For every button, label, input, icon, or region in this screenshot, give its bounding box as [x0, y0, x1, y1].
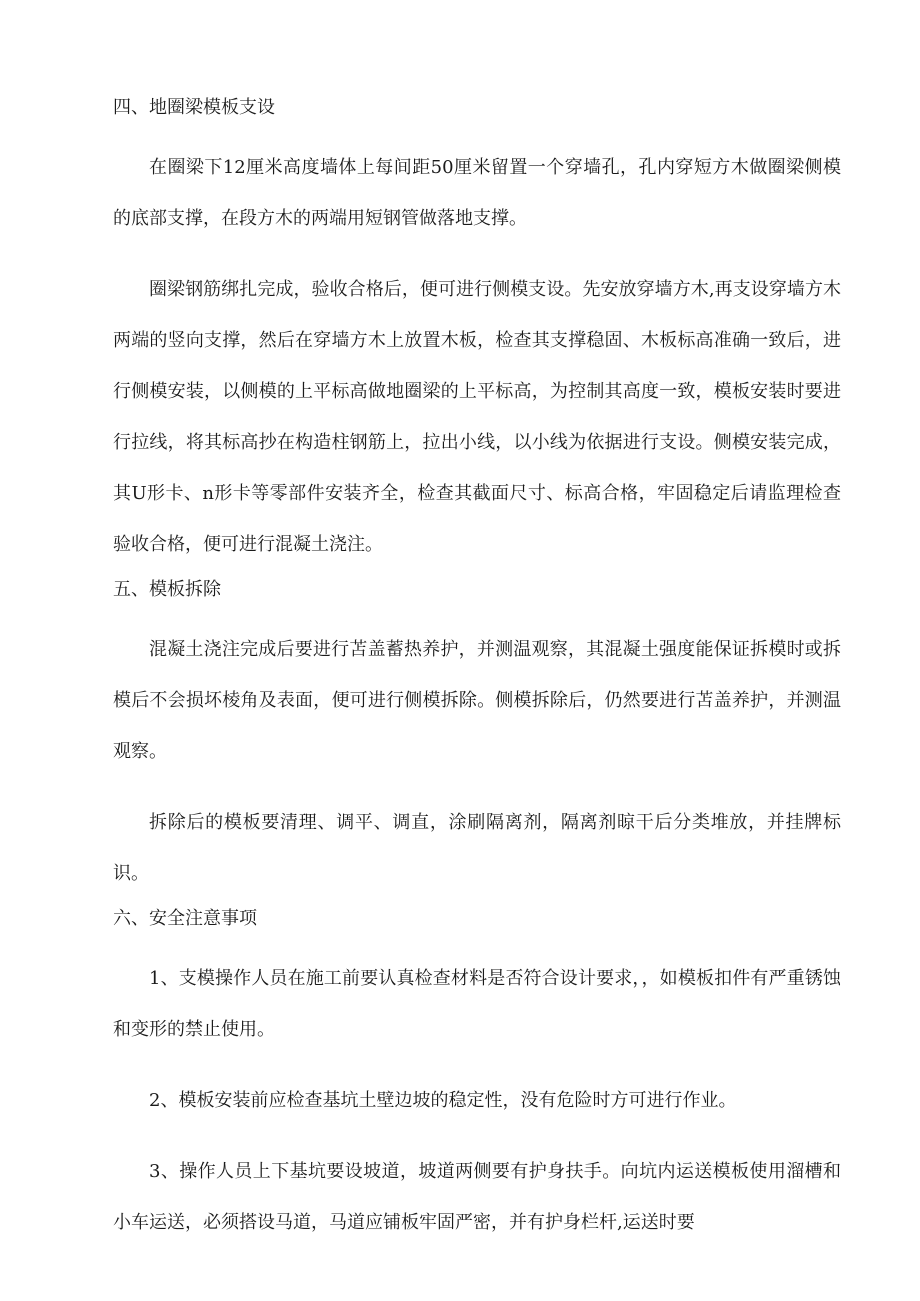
- section-heading-formwork-install: 四、地圈梁模板支设: [113, 97, 275, 118]
- paragraph: 混凝土浇注完成后要进行苫盖蓄热养护，并测温观察，其混凝土强度能保证拆模时或拆模后不会损坏棱角及表面，便可进行侧模拆除。侧模拆除后，仍然要进行苫盖养护，并测温观察。: [113, 639, 841, 762]
- document-body: [113, 88, 841, 1268]
- paragraph: 1、支模操作人员在施工前要认真检查材料是否符合设计要求，，如模板扣件有严重锈蚀和变形的禁止使用。: [113, 968, 841, 1040]
- section-heading-safety-notes: 六、安全注意事项: [113, 908, 257, 929]
- paragraph: 2、模板安装前应检查基坑土壁边坡的稳定性，没有危险时方可进行作业。: [149, 1090, 737, 1111]
- paragraph: 拆除后的模板要清理、调平、调直，涂刷隔离剂，隔离剂晾干后分类堆放，并挂牌标识。: [113, 812, 841, 884]
- section-heading-formwork-removal: 五、模板拆除: [113, 579, 221, 600]
- paragraph: 在圈梁下12厘米高度墙体上每间距50厘米留置一个穿墙孔，孔内穿短方木做圈梁侧模的底部支撑，在段方木的两端用短钢管做落地支撑。: [113, 157, 841, 229]
- paragraph: 3、操作人员上下基坑要设坡道，坡道两侧要有护身扶手。向坑内运送模板使用溜槽和小车运送，必须搭设马道，马道应铺板牢固严密，并有护身栏杆,运送时要: [113, 1161, 841, 1233]
- paragraph: 圈梁钢筋绑扎完成，验收合格后，便可进行侧模支设。先安放穿墙方木,再支设穿墙方木两端的竖向支撑，然后在穿墙方木上放置木板，检查其支撑稳固、木板标高准确一致后，进行侧模安装，以侧模的上平标高做地圈梁的上平标高，为控制其高度一致，模板安装时要进行拉线，将其标高抄在构造柱钢筋上，拉出小线，以小线为依据进行支设。侧模安装完成，其U形卡、n形卡等零部件安装齐全，检查其截面尺寸、标高合格，牢固稳定后请监理检查验收合格，便可进行混凝土浇注。: [113, 279, 841, 555]
